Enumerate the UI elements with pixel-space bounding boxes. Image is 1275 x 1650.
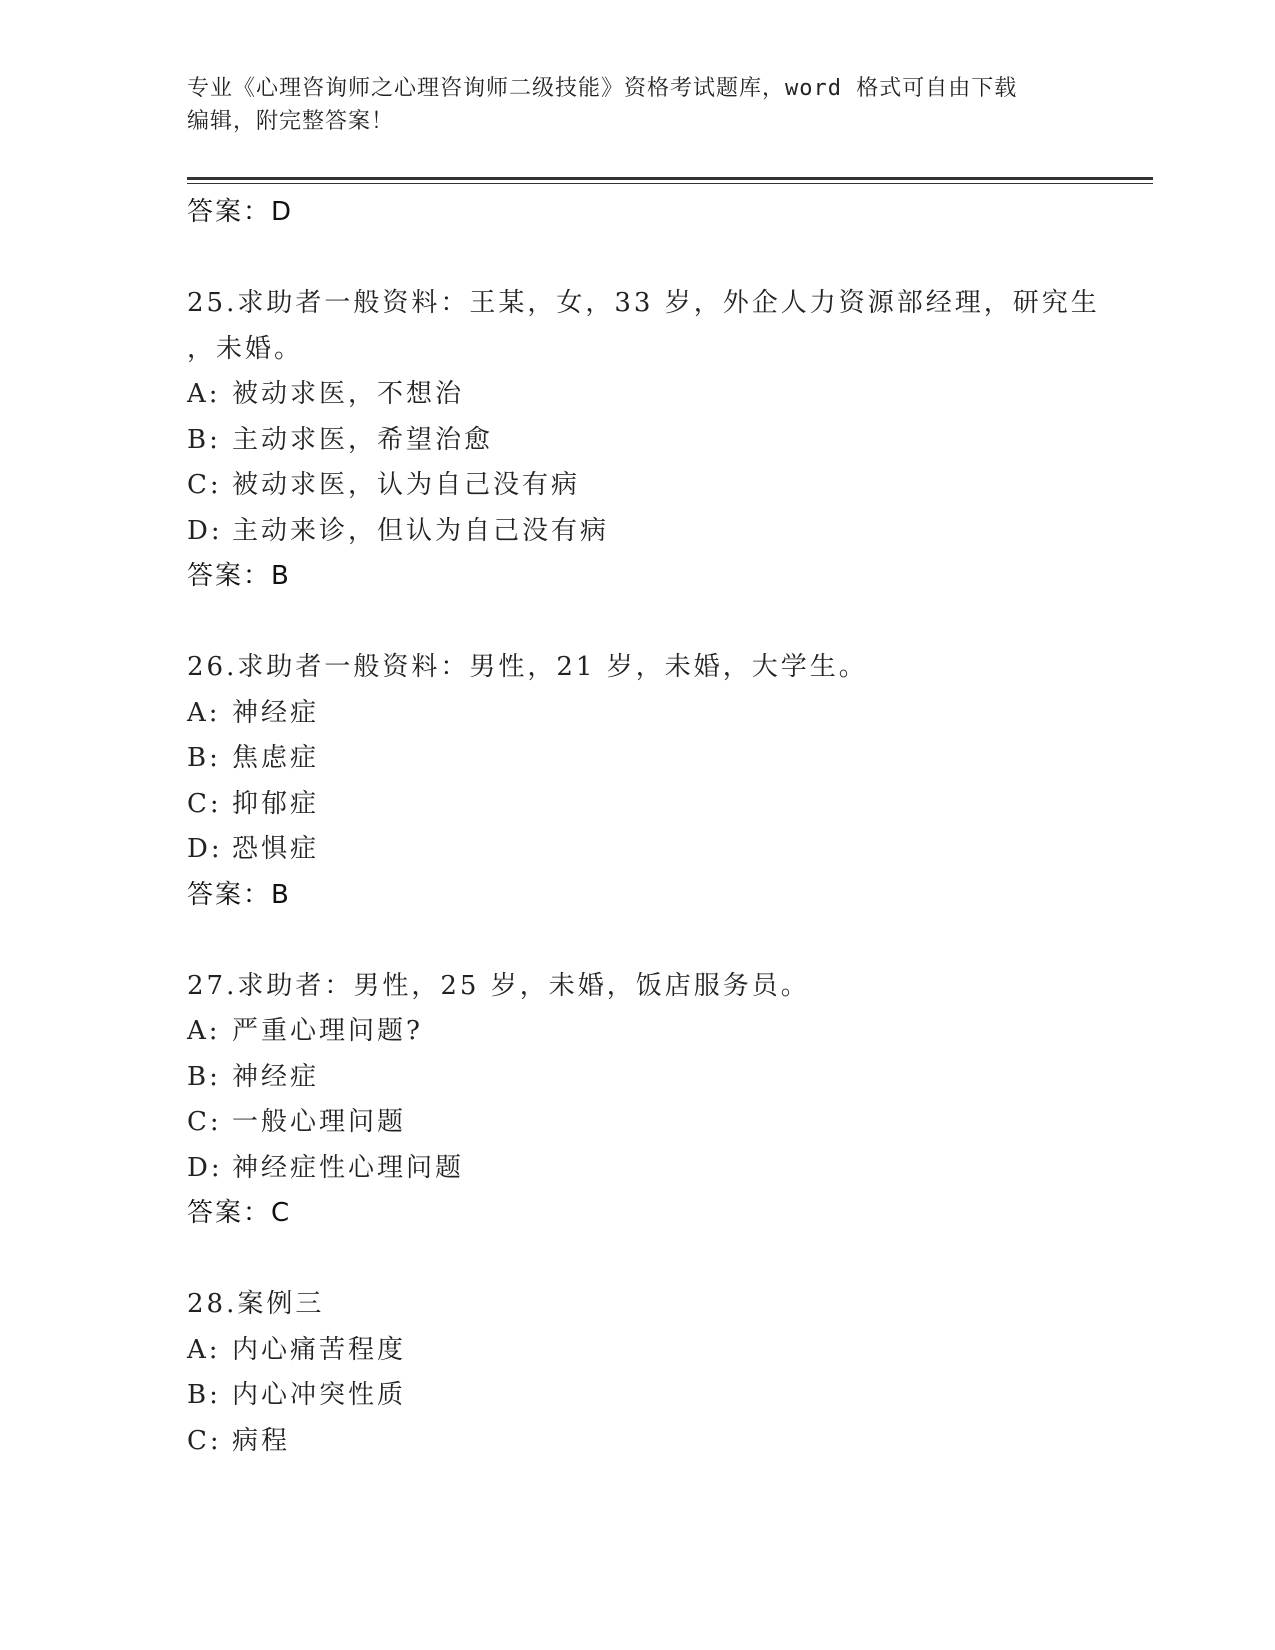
header-line-2: 编辑，附完整答案！	[187, 109, 395, 134]
option-key: D:	[187, 834, 223, 864]
option-text: 神经症性心理问题	[232, 1152, 465, 1183]
option-b	[187, 736, 1147, 782]
question-answer: 答案：C	[187, 1198, 292, 1228]
option-text: 严重心理问题?	[232, 1016, 423, 1046]
option-key: C:	[187, 1107, 222, 1137]
option-d	[187, 1146, 1147, 1192]
option-text: 焦虑症	[232, 743, 320, 773]
option-b	[187, 418, 1147, 464]
option-text: 内心痛苦程度	[232, 1334, 407, 1365]
option-c	[187, 1419, 1147, 1465]
previous-answer: 答案：D	[187, 197, 294, 227]
option-a	[187, 372, 1147, 418]
option-key: A:	[187, 1334, 221, 1365]
document-header	[187, 72, 1087, 138]
header-rule-thin	[187, 183, 1153, 184]
question-item	[187, 1282, 1147, 1464]
option-key: B:	[187, 1061, 221, 1092]
header-rule-thick	[187, 177, 1153, 180]
option-text: 主动求医，希望治愈	[232, 424, 494, 455]
option-key: B:	[187, 1380, 221, 1410]
question-item	[187, 964, 1147, 1237]
question-item	[187, 645, 1147, 918]
option-b	[187, 1055, 1147, 1101]
option-text: 神经症	[232, 1061, 320, 1092]
option-text: 一般心理问题	[232, 1107, 407, 1137]
option-text: 被动求医，不想治	[232, 379, 465, 409]
option-a	[187, 1009, 1147, 1055]
option-text: 恐惧症	[232, 834, 320, 864]
option-d	[187, 827, 1147, 873]
option-c	[187, 1100, 1147, 1146]
option-key: C:	[187, 788, 222, 819]
option-a	[187, 1328, 1147, 1374]
option-b	[187, 1373, 1147, 1419]
option-key: D:	[187, 515, 223, 546]
option-text: 内心冲突性质	[232, 1380, 407, 1410]
header-line-1: 专业《心理咨询师之心理咨询师二级技能》资格考试题库，word 格式可自由下载	[187, 76, 1018, 101]
question-stem: 28.案例三	[187, 1289, 325, 1319]
question-stem: ，未婚。	[187, 333, 304, 364]
option-key: C:	[187, 1425, 222, 1456]
option-d	[187, 509, 1147, 555]
option-text: 抑郁症	[232, 788, 320, 819]
option-c	[187, 463, 1147, 509]
question-stem: 25.求助者一般资料：王某，女，33 岁，外企人力资源部经理，研究生	[187, 288, 1100, 318]
option-key: D:	[187, 1152, 223, 1183]
question-list	[187, 190, 1147, 1464]
option-key: B:	[187, 743, 221, 773]
option-text: 神经症	[232, 697, 320, 728]
question-stem: 27.求助者：男性，25 岁，未婚，饭店服务员。	[187, 970, 810, 1001]
question-answer: 答案：B	[187, 879, 291, 910]
option-key: C:	[187, 470, 222, 500]
option-key: A:	[187, 697, 221, 728]
option-text: 被动求医，认为自己没有病	[232, 470, 581, 500]
question-item	[187, 281, 1147, 600]
option-key: B:	[187, 424, 221, 455]
option-text: 病程	[232, 1425, 291, 1456]
option-c	[187, 782, 1147, 828]
option-text: 主动来诊，但认为自己没有病	[232, 515, 610, 546]
question-stem: 26.求助者一般资料：男性，21 岁，未婚，大学生。	[187, 652, 868, 682]
option-key: A:	[187, 379, 221, 409]
option-key: A:	[187, 1016, 221, 1046]
option-a	[187, 691, 1147, 737]
question-answer: 答案：B	[187, 561, 291, 591]
